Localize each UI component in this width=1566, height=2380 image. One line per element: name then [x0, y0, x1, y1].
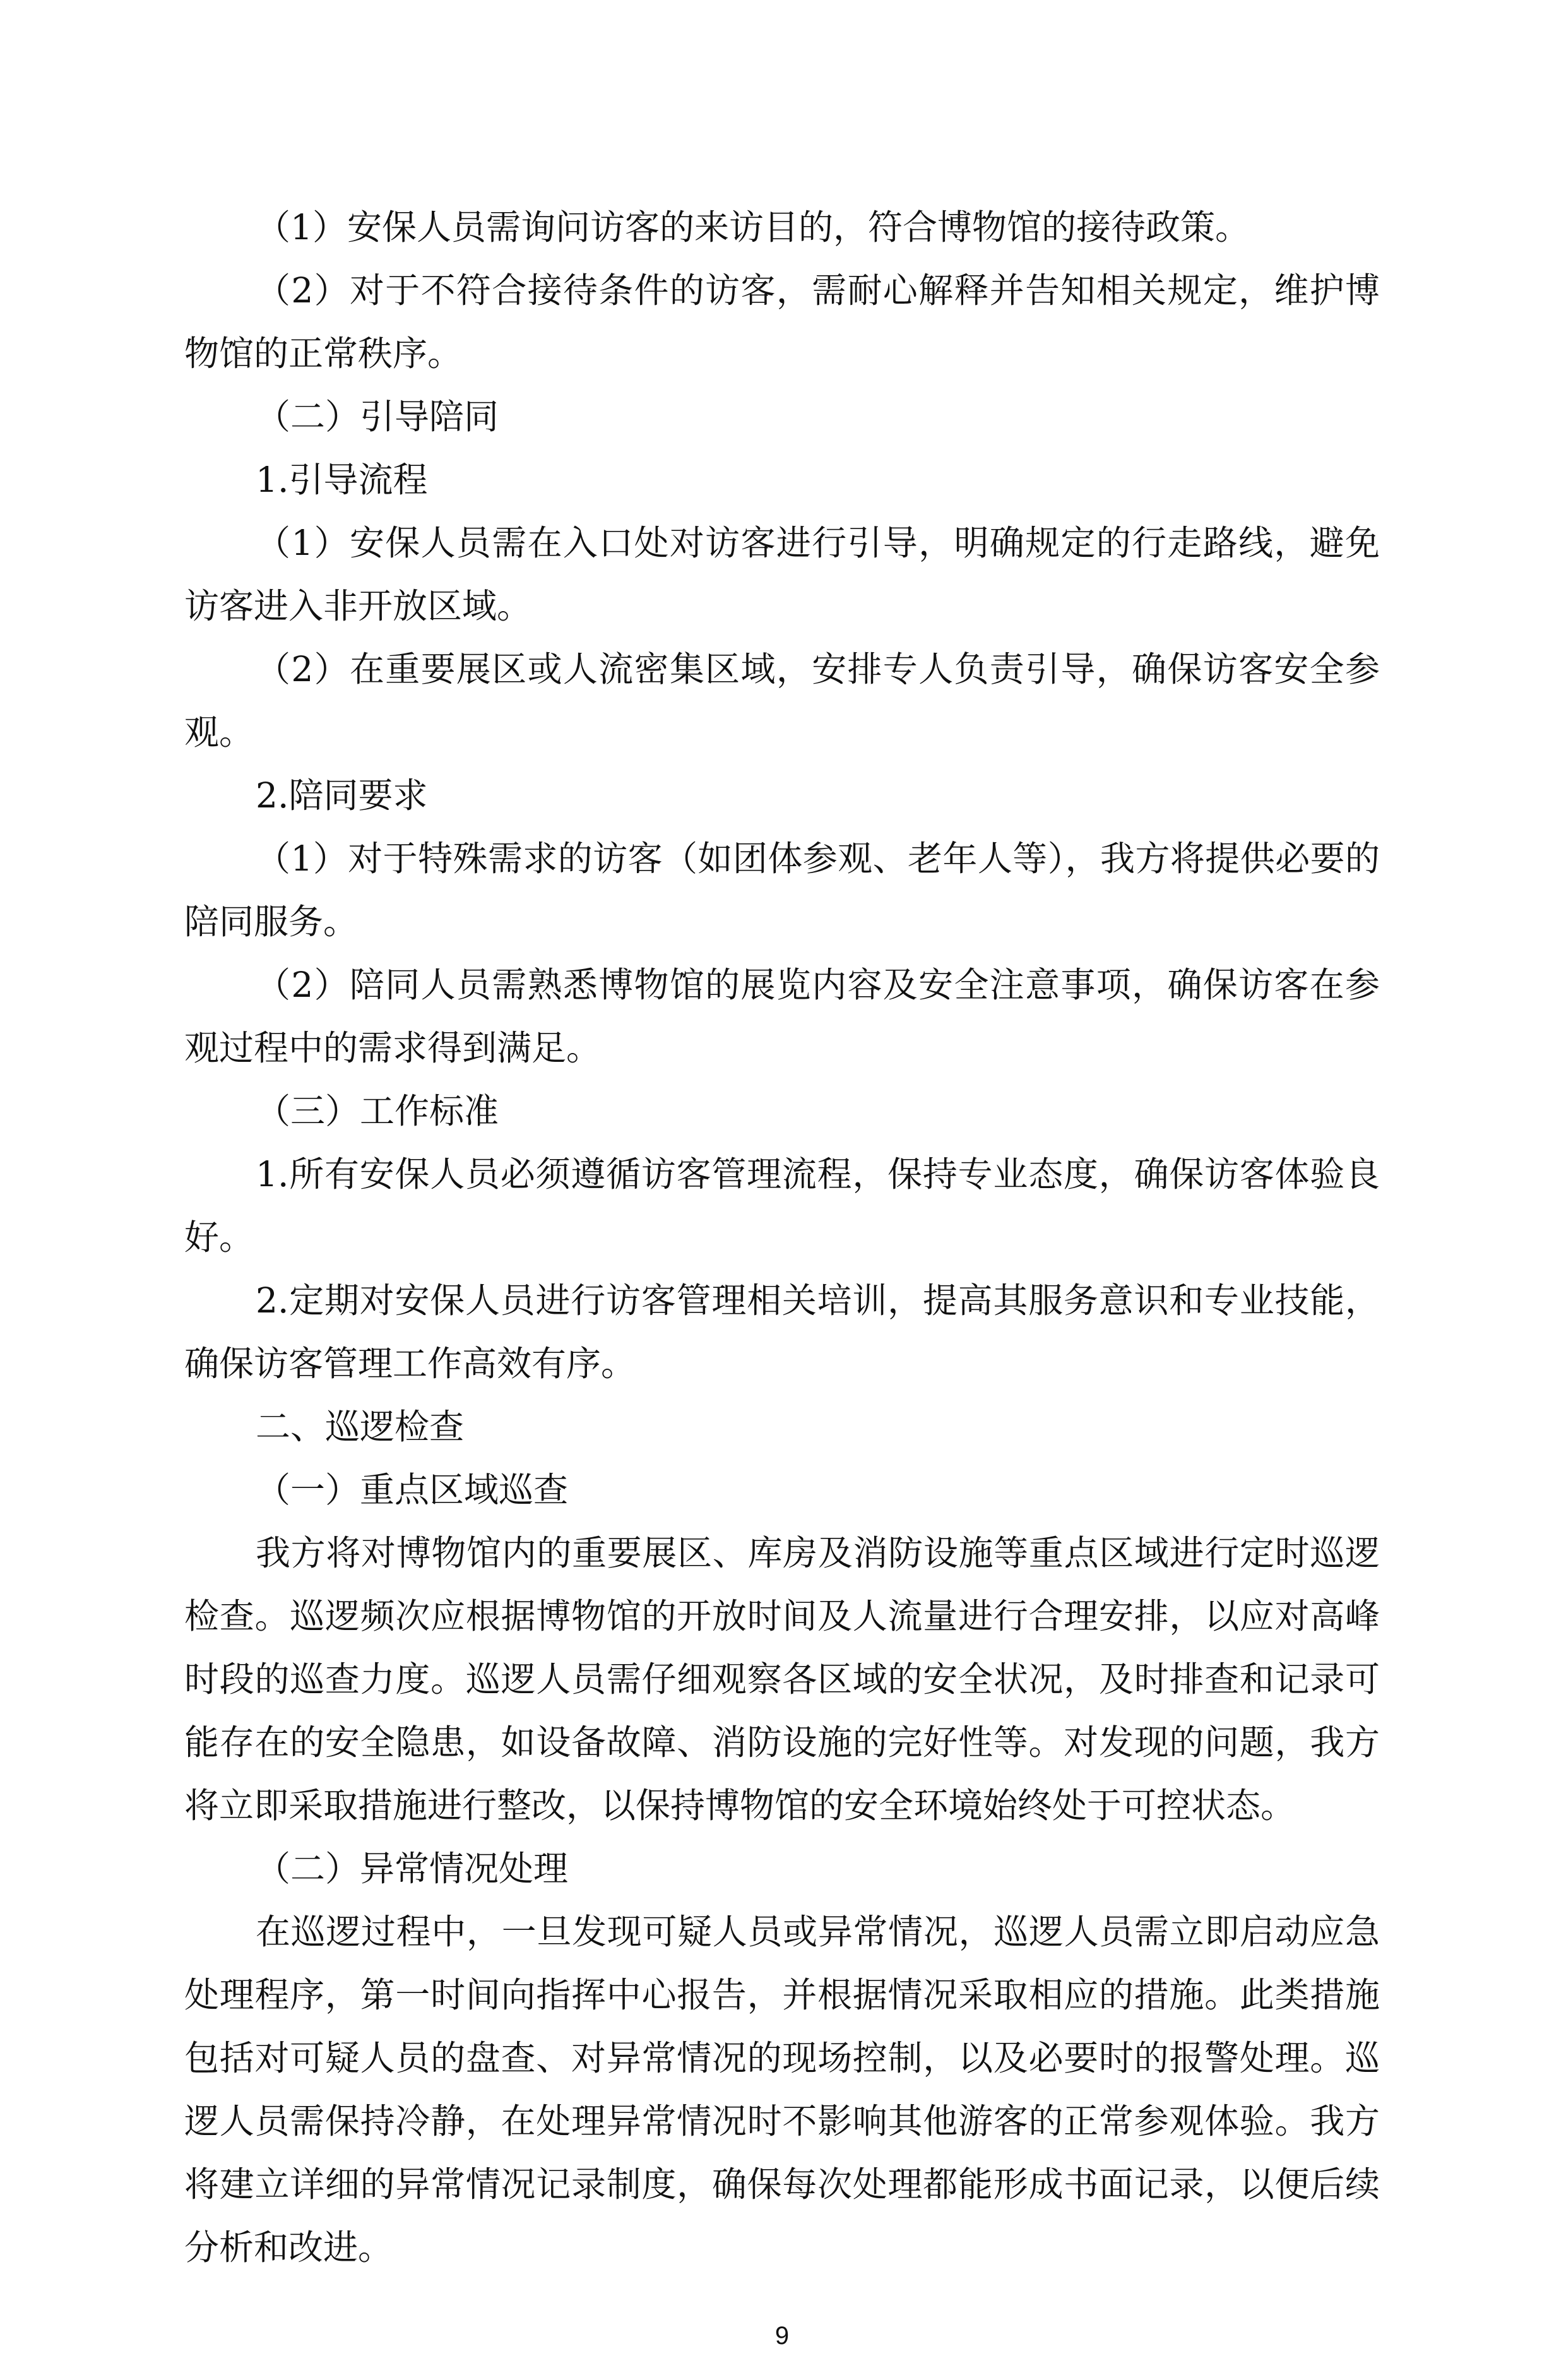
subsection-heading: 2.陪同要求	[256, 775, 428, 816]
document-body	[184, 196, 1380, 2279]
paragraph: （1）安保人员需询问访客的来访目的，符合博物馆的接待政策。	[256, 207, 1250, 247]
paragraph: 2.定期对安保人员进行访客管理相关培训，提高其服务意识和专业技能，确保访客管理工作高效有序。	[184, 1280, 1380, 1384]
paragraph: 在巡逻过程中，一旦发现可疑人员或异常情况，巡逻人员需立即启动应急处理程序，第一时间向指挥中心报告，并根据情况采取相应的措施。此类措施包括对可疑人员的盘查、对异常情况的现场控制，以及必要时的报警处理。巡逻人员需保持冷静，在处理异常情况时不影响其他游客的正常参观体验。我方将建立详细的异常情况记录制度，确保每次处理都能形成书面记录，以便后续分析和改进。	[184, 1912, 1380, 2268]
section-heading: （三）工作标准	[256, 1091, 499, 1131]
chapter-heading: 二、巡逻检查	[256, 1407, 465, 1447]
section-heading: （二）引导陪同	[256, 396, 499, 437]
page-number: 9	[774, 2322, 790, 2350]
section-heading: （一）重点区域巡查	[256, 1470, 569, 1510]
paragraph: （1）安保人员需在入口处对访客进行引导，明确规定的行走路线，避免访客进入非开放区域。	[184, 523, 1380, 626]
subsection-heading: 1.引导流程	[256, 460, 428, 500]
paragraph: （2）在重要展区或人流密集区域，安排专人负责引导，确保访客安全参观。	[184, 649, 1380, 753]
section-heading: （二）异常情况处理	[256, 1848, 569, 1889]
paragraph: （2）对于不符合接待条件的访客，需耐心解释并告知相关规定，维护博物馆的正常秩序。	[184, 270, 1380, 374]
paragraph: 1.所有安保人员必须遵循访客管理流程，保持专业态度，确保访客体验良好。	[184, 1154, 1380, 1258]
page-spacer	[184, 2279, 1380, 2317]
paragraph: （2）陪同人员需熟悉博物馆的展览内容及安全注意事项，确保访客在参观过程中的需求得到满足。	[184, 965, 1380, 1068]
paragraph: （1）对于特殊需求的访客（如团体参观、老年人等），我方将提供必要的陪同服务。	[184, 838, 1380, 942]
paragraph: 我方将对博物馆内的重要展区、库房及消防设施等重点区域进行定时巡逻检查。巡逻频次应根据博物馆的开放时间及人流量进行合理安排，以应对高峰时段的巡查力度。巡逻人员需仔细观察各区域的安全状况，及时排查和记录可能存在的安全隐患，如设备故障、消防设施的完好性等。对发现的问题，我方将立即采取措施进行整改，以保持博物馆的安全环境始终处于可控状态。	[184, 1533, 1380, 1826]
